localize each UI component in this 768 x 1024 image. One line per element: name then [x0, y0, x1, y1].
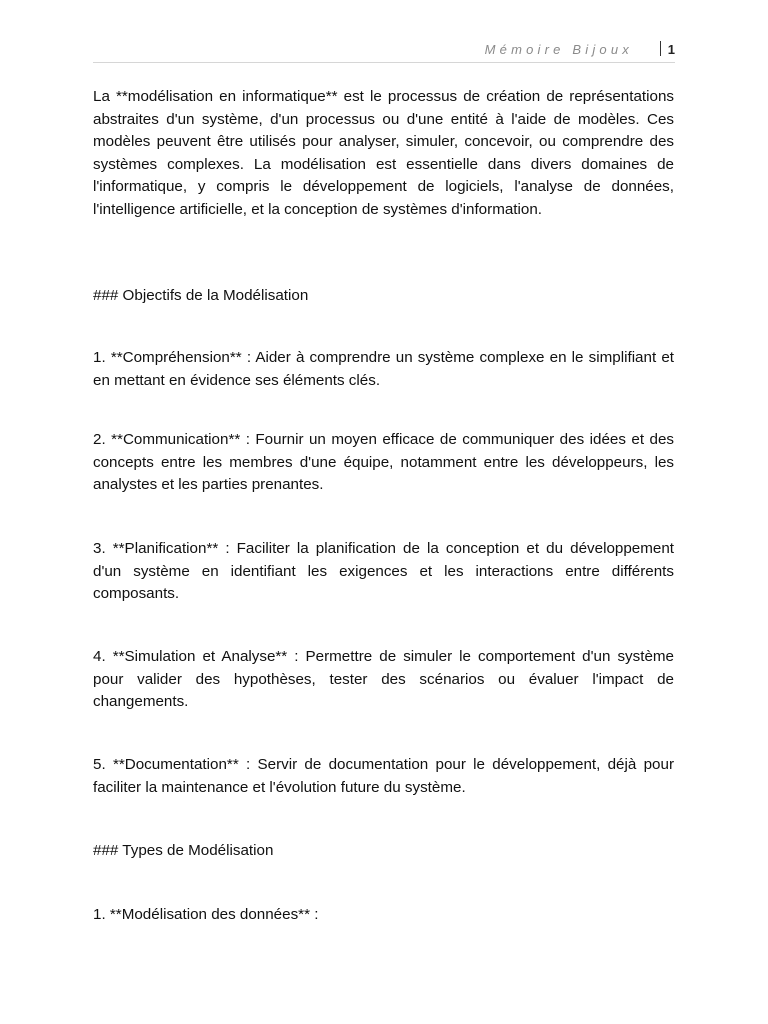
header-divider — [660, 41, 661, 56]
intro-paragraph: La **modélisation en informatique** est le processus de création de représentations abstraites d'un système, d'un processus ou d'une entité à l'aide de modèles. Ces modèles peuvent être utilisés pour analyser, simuler, concevoir, ou comprendre des systèmes complexes. La modélisation est essentielle dans divers domaines de l'informatique, y compris le développement de logiciels, l'analyse de données, l'intelligence artificielle, et la conception de systèmes d'information. — [93, 88, 674, 218]
page-header — [93, 40, 675, 63]
section-heading-objectives: ### Objectifs de la Modélisation — [93, 287, 309, 304]
objective-item-1: 1. **Compréhension** : Aider à comprendre un système complexe en le simplifiant et en mettant en évidence ses éléments clés. — [93, 349, 674, 389]
objective-item-5: 5. **Documentation** : Servir de documentation pour le développement, déjà pour faciliter la maintenance et l'évolution future du système. — [93, 756, 674, 796]
type-item-1: 1. **Modélisation des données** : — [93, 906, 319, 923]
section-heading-types: ### Types de Modélisation — [93, 842, 274, 859]
objective-item-2: 2. **Communication** : Fournir un moyen efficace de communiquer des idées et des concepts entre les membres d'une équipe, notamment entre les développeurs, les analystes et les parties prenantes. — [93, 431, 674, 494]
header-title: Mémoire Bijoux — [484, 42, 633, 57]
page-number: 1 — [667, 42, 675, 57]
objective-item-4: 4. **Simulation et Analyse** : Permettre de simuler le comportement d'un système pour valider des hypothèses, tester des scénarios ou évaluer l'impact de changements. — [93, 648, 674, 711]
objective-item-3: 3. **Planification** : Faciliter la planification de la conception et du développement d'un système en identifiant les exigences et les interactions entre différents composants. — [93, 540, 674, 603]
